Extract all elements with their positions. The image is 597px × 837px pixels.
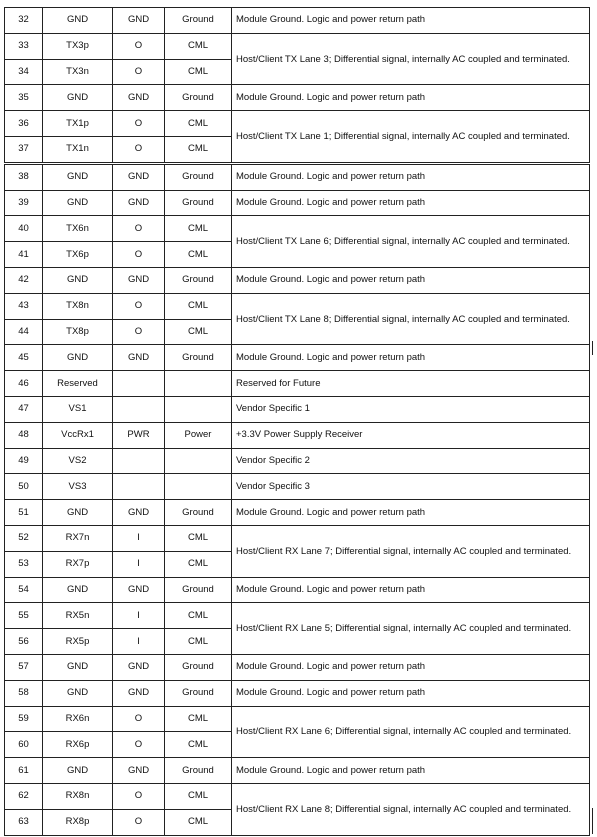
logic-cell: O [113, 242, 165, 268]
symbol-cell: RX5p [43, 629, 113, 655]
description-cell: Module Ground. Logic and power return path [232, 577, 590, 603]
symbol-cell: TX1n [43, 136, 113, 163]
description-cell: Host/Client RX Lane 7; Differential signal, internally AC coupled and terminated. [232, 525, 590, 577]
logic-cell: O [113, 319, 165, 345]
description-cell: Module Ground. Logic and power return path [232, 267, 590, 293]
symbol-cell: GND [43, 500, 113, 526]
power-cell: Ground [165, 163, 232, 190]
logic-cell: GND [113, 680, 165, 706]
power-cell: Power [165, 422, 232, 448]
symbol-cell: RX6n [43, 706, 113, 732]
symbol-cell: TX1p [43, 111, 113, 137]
power-cell: Ground [165, 8, 232, 34]
power-cell: Ground [165, 654, 232, 680]
symbol-cell: RX6p [43, 732, 113, 758]
table-row [5, 448, 590, 474]
pin-number-cell: 35 [5, 85, 43, 111]
description-cell: Host/Client RX Lane 5; Differential signal, internally AC coupled and terminated. [232, 603, 590, 655]
symbol-cell: GND [43, 680, 113, 706]
pin-number-cell: 36 [5, 111, 43, 137]
symbol-cell: RX7p [43, 551, 113, 577]
symbol-cell: TX3n [43, 59, 113, 85]
table-row [5, 680, 590, 706]
logic-cell: O [113, 136, 165, 163]
power-cell: CML [165, 603, 232, 629]
description-cell: Module Ground. Logic and power return path [232, 163, 590, 190]
description-cell: Host/Client RX Lane 8; Differential signal, internally AC coupled and terminated. [232, 783, 590, 835]
logic-cell: GND [113, 85, 165, 111]
description-cell: Module Ground. Logic and power return path [232, 500, 590, 526]
table-row [5, 474, 590, 500]
table-row [5, 525, 590, 551]
symbol-cell: GND [43, 163, 113, 190]
pin-number-cell: 60 [5, 732, 43, 758]
pin-number-cell: 33 [5, 33, 43, 59]
table-row [5, 111, 590, 137]
power-cell: CML [165, 111, 232, 137]
power-cell [165, 448, 232, 474]
power-cell: Ground [165, 577, 232, 603]
symbol-cell: TX8n [43, 293, 113, 319]
power-cell: CML [165, 216, 232, 242]
description-cell: Module Ground. Logic and power return path [232, 680, 590, 706]
pin-number-cell: 57 [5, 654, 43, 680]
pin-number-cell: 47 [5, 396, 43, 422]
pin-number-cell: 52 [5, 525, 43, 551]
logic-cell: GND [113, 8, 165, 34]
table-row [5, 8, 590, 34]
symbol-cell: VS3 [43, 474, 113, 500]
table-row [5, 603, 590, 629]
power-cell [165, 371, 232, 397]
logic-cell: GND [113, 345, 165, 371]
table-row [5, 654, 590, 680]
logic-cell: O [113, 33, 165, 59]
symbol-cell: GND [43, 577, 113, 603]
symbol-cell: GND [43, 8, 113, 34]
logic-cell [113, 396, 165, 422]
logic-cell: O [113, 111, 165, 137]
symbol-cell: GND [43, 654, 113, 680]
pin-number-cell: 62 [5, 783, 43, 809]
table-row [5, 422, 590, 448]
pin-number-cell: 45 [5, 345, 43, 371]
table-row [5, 216, 590, 242]
logic-cell: PWR [113, 422, 165, 448]
logic-cell: I [113, 525, 165, 551]
power-cell: CML [165, 525, 232, 551]
pin-number-cell: 41 [5, 242, 43, 268]
description-cell: +3.3V Power Supply Receiver [232, 422, 590, 448]
symbol-cell: RX8n [43, 783, 113, 809]
table-row [5, 783, 590, 809]
description-cell: Host/Client TX Lane 8; Differential signal, internally AC coupled and terminated. [232, 293, 590, 345]
description-cell: Module Ground. Logic and power return path [232, 8, 590, 34]
pin-number-cell: 54 [5, 577, 43, 603]
symbol-cell: RX8p [43, 809, 113, 835]
table-row [5, 371, 590, 397]
pin-number-cell: 34 [5, 59, 43, 85]
margin-mark-right [592, 341, 593, 355]
logic-cell: I [113, 629, 165, 655]
pin-number-cell: 37 [5, 136, 43, 163]
logic-cell: O [113, 809, 165, 835]
symbol-cell: VS2 [43, 448, 113, 474]
pin-number-cell: 44 [5, 319, 43, 345]
symbol-cell: VS1 [43, 396, 113, 422]
pin-number-cell: 46 [5, 371, 43, 397]
power-cell: CML [165, 732, 232, 758]
power-cell [165, 474, 232, 500]
pin-number-cell: 39 [5, 190, 43, 216]
description-cell: Module Ground. Logic and power return path [232, 654, 590, 680]
logic-cell: O [113, 293, 165, 319]
power-cell: CML [165, 551, 232, 577]
power-cell: CML [165, 809, 232, 835]
symbol-cell: GND [43, 345, 113, 371]
power-cell: CML [165, 293, 232, 319]
logic-cell: O [113, 59, 165, 85]
pin-number-cell: 61 [5, 758, 43, 784]
description-cell: Module Ground. Logic and power return path [232, 190, 590, 216]
power-cell: CML [165, 136, 232, 163]
table-row [5, 33, 590, 59]
description-cell: Host/Client RX Lane 6; Differential signal, internally AC coupled and terminated. [232, 706, 590, 758]
pin-number-cell: 51 [5, 500, 43, 526]
logic-cell [113, 474, 165, 500]
pin-number-cell: 43 [5, 293, 43, 319]
table-row [5, 293, 590, 319]
power-cell: Ground [165, 680, 232, 706]
power-cell: CML [165, 33, 232, 59]
logic-cell: GND [113, 500, 165, 526]
symbol-cell: GND [43, 190, 113, 216]
symbol-cell: GND [43, 758, 113, 784]
table-row [5, 267, 590, 293]
logic-cell: GND [113, 267, 165, 293]
description-cell: Vendor Specific 3 [232, 474, 590, 500]
logic-cell: GND [113, 758, 165, 784]
description-cell: Vendor Specific 2 [232, 448, 590, 474]
table-row [5, 190, 590, 216]
logic-cell: GND [113, 654, 165, 680]
description-cell: Vendor Specific 1 [232, 396, 590, 422]
power-cell: CML [165, 319, 232, 345]
power-cell: Ground [165, 758, 232, 784]
power-cell: CML [165, 629, 232, 655]
pin-number-cell: 32 [5, 8, 43, 34]
power-cell [165, 396, 232, 422]
symbol-cell: TX8p [43, 319, 113, 345]
logic-cell: GND [113, 163, 165, 190]
logic-cell: I [113, 603, 165, 629]
description-cell: Module Ground. Logic and power return path [232, 758, 590, 784]
logic-cell: O [113, 216, 165, 242]
description-cell: Module Ground. Logic and power return path [232, 85, 590, 111]
table-row [5, 163, 590, 190]
pin-number-cell: 38 [5, 163, 43, 190]
pin-number-cell: 56 [5, 629, 43, 655]
logic-cell: O [113, 732, 165, 758]
logic-cell: O [113, 706, 165, 732]
margin-mark-bottom [592, 808, 593, 834]
pin-number-cell: 59 [5, 706, 43, 732]
pin-number-cell: 55 [5, 603, 43, 629]
symbol-cell: TX6n [43, 216, 113, 242]
logic-cell: GND [113, 577, 165, 603]
pin-number-cell: 40 [5, 216, 43, 242]
power-cell: Ground [165, 500, 232, 526]
power-cell: CML [165, 783, 232, 809]
table-row [5, 396, 590, 422]
description-cell: Host/Client TX Lane 3; Differential signal, internally AC coupled and terminated. [232, 33, 590, 85]
table-row [5, 345, 590, 371]
logic-cell [113, 448, 165, 474]
logic-cell: I [113, 551, 165, 577]
symbol-cell: RX5n [43, 603, 113, 629]
symbol-cell: GND [43, 267, 113, 293]
power-cell: Ground [165, 345, 232, 371]
symbol-cell: GND [43, 85, 113, 111]
description-cell: Host/Client TX Lane 1; Differential signal, internally AC coupled and terminated. [232, 111, 590, 164]
description-cell: Module Ground. Logic and power return path [232, 345, 590, 371]
power-cell: Ground [165, 190, 232, 216]
table-row [5, 706, 590, 732]
symbol-cell: RX7n [43, 525, 113, 551]
power-cell: CML [165, 59, 232, 85]
table-row [5, 577, 590, 603]
pin-table-body [5, 8, 590, 836]
symbol-cell: Reserved [43, 371, 113, 397]
description-cell: Host/Client TX Lane 6; Differential signal, internally AC coupled and terminated. [232, 216, 590, 268]
table-row [5, 758, 590, 784]
symbol-cell: TX6p [43, 242, 113, 268]
description-cell: Reserved for Future [232, 371, 590, 397]
pin-number-cell: 63 [5, 809, 43, 835]
table-row [5, 500, 590, 526]
pin-number-cell: 48 [5, 422, 43, 448]
logic-cell: O [113, 783, 165, 809]
pin-number-cell: 49 [5, 448, 43, 474]
pin-number-cell: 42 [5, 267, 43, 293]
pin-number-cell: 53 [5, 551, 43, 577]
power-cell: Ground [165, 267, 232, 293]
logic-cell: GND [113, 190, 165, 216]
pin-number-cell: 50 [5, 474, 43, 500]
power-cell: Ground [165, 85, 232, 111]
power-cell: CML [165, 706, 232, 732]
symbol-cell: VccRx1 [43, 422, 113, 448]
pin-definition-table [4, 7, 590, 836]
table-row [5, 85, 590, 111]
pin-number-cell: 58 [5, 680, 43, 706]
symbol-cell: TX3p [43, 33, 113, 59]
logic-cell [113, 371, 165, 397]
power-cell: CML [165, 242, 232, 268]
